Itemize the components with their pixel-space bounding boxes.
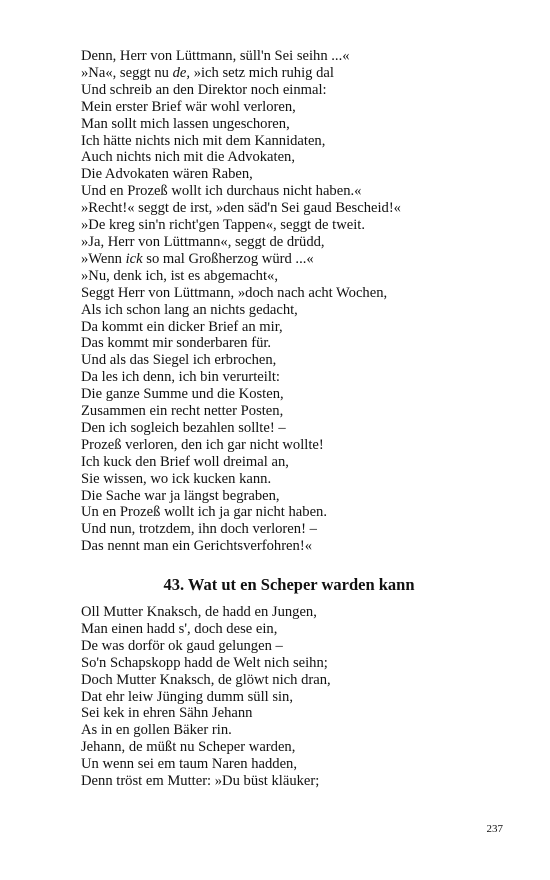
verse-text: Sie wissen, wo ick kucken kann. xyxy=(81,470,272,487)
verse-text: Man sollt mich lassen ungeschoren, xyxy=(81,115,290,132)
verse-line xyxy=(81,335,401,352)
verse-text: Denn tröst em Mutter: »Du büst kläuker; xyxy=(81,773,320,790)
verse-line xyxy=(81,166,401,183)
verse-text: Man einen hadd s', doch dese ein, xyxy=(81,620,278,637)
verse-text: Die ganze Summe und die Kosten, xyxy=(81,386,284,403)
verse-line xyxy=(81,133,401,150)
verse-block-2 xyxy=(81,604,331,790)
verse-text: »Recht!« seggt de irst, »den säd'n Sei gaud Bescheid!« xyxy=(81,200,401,217)
verse-line xyxy=(81,183,401,200)
section-title: 43. Wat ut en Scheper warden kann xyxy=(163,575,415,594)
verse-line xyxy=(81,200,401,217)
verse-text: Den ich sogleich bezahlen sollte! – xyxy=(81,419,286,436)
verse-line xyxy=(81,217,401,234)
verse-text: Da kommt ein dicker Brief an mir, xyxy=(81,318,283,335)
verse-text: Oll Mutter Knaksch, de hadd en Jungen, xyxy=(81,604,317,620)
verse-line xyxy=(81,319,401,336)
verse-text: Dat ehr leiw Jünging dumm süll sin, xyxy=(81,688,294,705)
verse-text: Ich kuck den Brief woll dreimal an, xyxy=(81,453,289,470)
verse-line xyxy=(81,82,401,99)
verse-text: Seggt Herr von Lüttmann, »doch nach acht Wochen, xyxy=(81,284,388,301)
verse-line xyxy=(81,689,331,706)
verse-line xyxy=(81,420,401,437)
verse-text: Und als das Siegel ich erbrochen, xyxy=(81,352,277,369)
verse-line xyxy=(81,48,401,65)
verse-text: So'n Schapskopp hadd de Welt nich seihn; xyxy=(81,654,328,671)
verse-line xyxy=(81,149,401,166)
verse-text: De was dorför ok gaud gelungen – xyxy=(81,637,283,654)
page-number: 237 xyxy=(486,823,503,835)
verse-text: »De kreg sin'n richt'gen Tappen«, seggt de tweit. xyxy=(81,217,366,234)
verse-text: Denn, Herr von Lüttmann, süll'n Sei seihn ...« xyxy=(81,48,350,64)
verse-line xyxy=(81,99,401,116)
verse-line xyxy=(81,116,401,133)
verse-line xyxy=(81,234,401,251)
verse-line xyxy=(81,621,331,638)
verse-text: Sei kek in ehren Sähn Jehann xyxy=(81,705,253,722)
verse-line xyxy=(81,471,401,488)
verse-text: Das kommt mir sonderbaren für. xyxy=(81,335,272,352)
verse-text-italic: ick xyxy=(125,250,143,267)
verse-line xyxy=(81,672,331,689)
verse-text: Und en Prozeß wollt ich durchaus nicht haben.« xyxy=(81,183,362,200)
verse-line xyxy=(81,302,401,319)
verse-text: Das nennt man ein Gerichtsverfohren!« xyxy=(81,538,312,555)
verse-block-1 xyxy=(81,48,401,555)
verse-text: Doch Mutter Knaksch, de glöwt nich dran, xyxy=(81,671,331,688)
verse-text: Als ich schon lang an nichts gedacht, xyxy=(81,301,298,318)
verse-line xyxy=(81,285,401,302)
verse-text: Un wenn sei em taum Naren hadden, xyxy=(81,756,297,773)
verse-line xyxy=(81,538,401,555)
verse-text: Prozeß verloren, den ich gar nicht wollte! xyxy=(81,436,324,453)
verse-text: Ich hätte nichts nich mit dem Kannidaten, xyxy=(81,132,326,149)
verse-text: Mein erster Brief wär wohl verloren, xyxy=(81,98,296,115)
verse-line xyxy=(81,403,401,420)
verse-text: »ich setz mich ruhig dal xyxy=(190,64,334,81)
verse-text: »Nu, denk ich, ist es abgemacht«, xyxy=(81,267,278,284)
verse-text: As in en gollen Bäker rin. xyxy=(81,722,232,739)
verse-line xyxy=(81,655,331,672)
verse-line xyxy=(81,638,331,655)
verse-line xyxy=(81,705,331,722)
verse-text: »Ja, Herr von Lüttmann«, seggt de drüdd, xyxy=(81,233,325,250)
verse-line xyxy=(81,352,401,369)
verse-line xyxy=(81,65,401,82)
verse-line xyxy=(81,739,331,756)
verse-text: Jehann, de müßt nu Scheper warden, xyxy=(81,739,296,756)
verse-text: Und nun, trotzdem, ihn doch verloren! – xyxy=(81,521,317,538)
verse-text: Und schreib an den Direktor noch einmal: xyxy=(81,81,327,98)
verse-line xyxy=(81,521,401,538)
verse-line xyxy=(81,488,401,505)
verse-text: Un en Prozeß wollt ich ja gar nicht haben. xyxy=(81,504,327,521)
verse-text: »Na«, seggt nu xyxy=(81,64,173,81)
verse-text-italic: de, xyxy=(172,64,191,81)
verse-text: »Wenn xyxy=(81,250,126,267)
verse-line xyxy=(81,454,401,471)
verse-text: Da les ich denn, ich bin verurteilt: xyxy=(81,369,280,386)
verse-text: Auch nichts nich mit die Advokaten, xyxy=(81,149,296,166)
verse-line xyxy=(81,369,401,386)
verse-text: Die Sache war ja längst begraben, xyxy=(81,487,280,504)
verse-line xyxy=(81,437,401,454)
verse-line xyxy=(81,386,401,403)
verse-text: Zusammen ein recht netter Posten, xyxy=(81,403,284,420)
verse-text: Die Advokaten wären Raben, xyxy=(81,166,253,183)
verse-text: so mal Großherzog würd ...« xyxy=(142,250,314,267)
verse-line xyxy=(81,268,401,285)
verse-line xyxy=(81,773,331,790)
verse-line xyxy=(81,722,331,739)
verse-line xyxy=(81,756,331,773)
verse-line xyxy=(81,604,331,621)
verse-line xyxy=(81,251,401,268)
verse-line xyxy=(81,504,401,521)
